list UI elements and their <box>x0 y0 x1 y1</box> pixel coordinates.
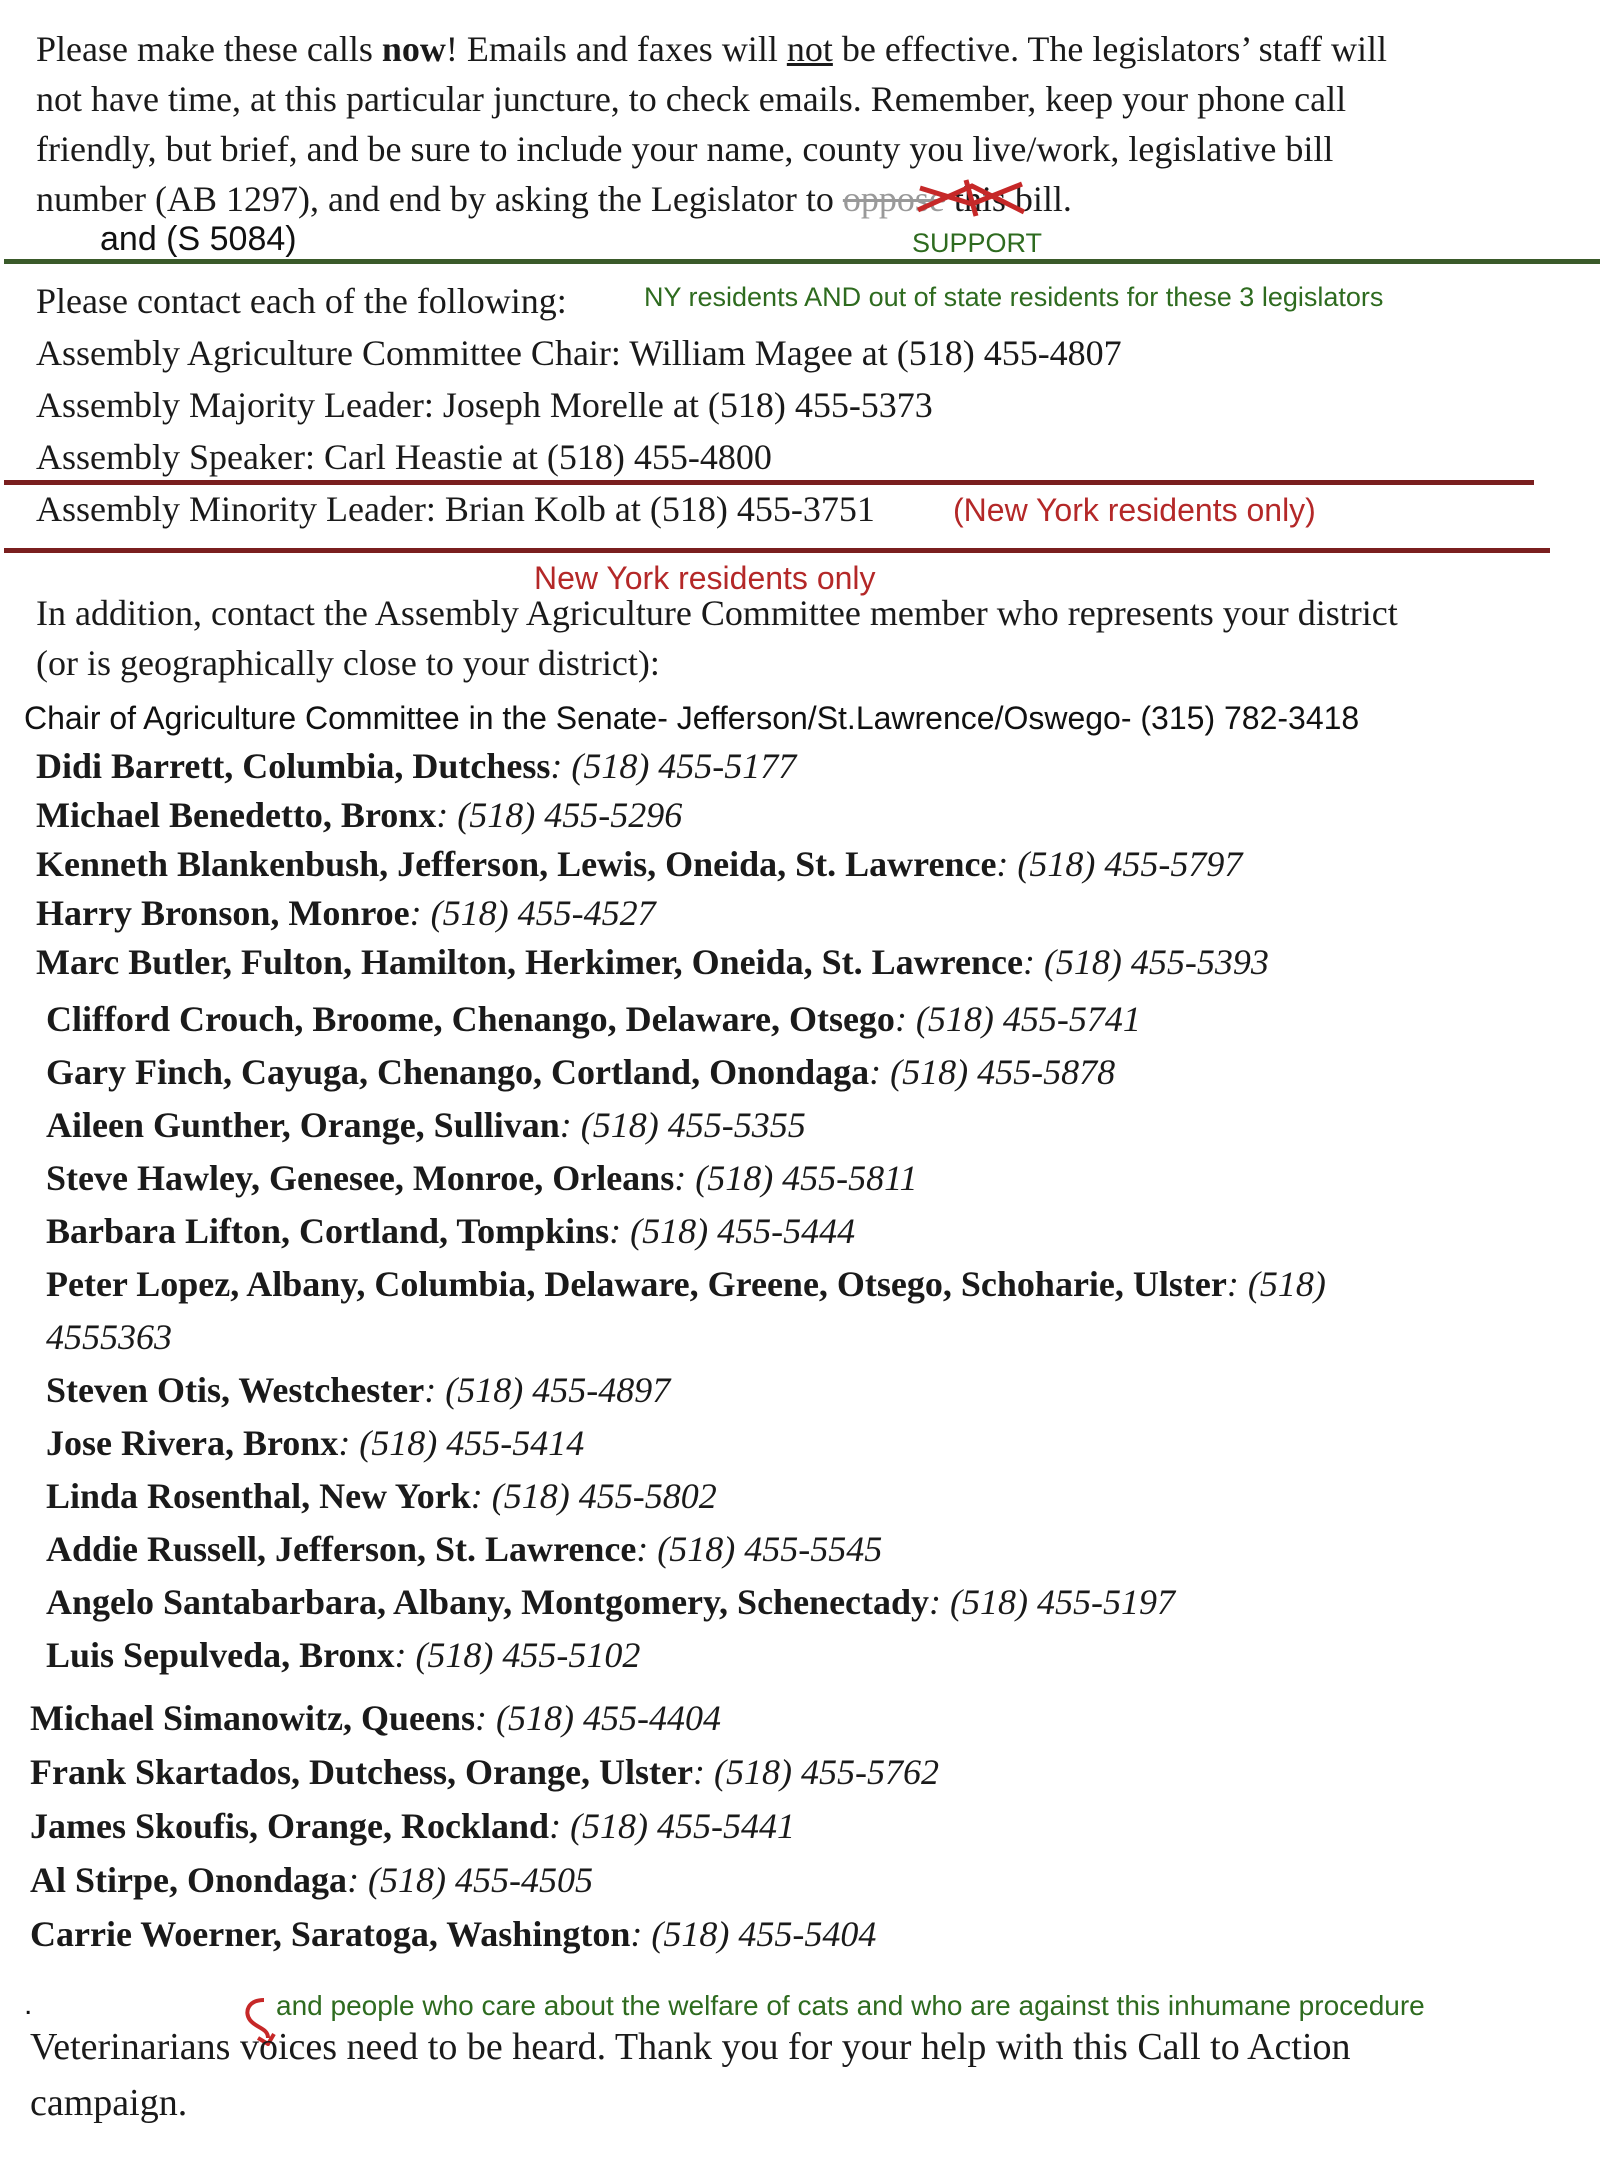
leader-agriculture-chair: Assembly Agriculture Committee Chair: William Magee at (518) 455-4807 <box>36 333 1122 373</box>
minority-note: (New York residents only) <box>953 492 1316 528</box>
member-crouch: Clifford Crouch, Broome, Chenango, Delaware, Otsego: (518) 455-5741 <box>46 999 1141 1039</box>
intro-line-3: friendly, but brief, and be sure to include your name, county you live/work, legislative bill <box>36 129 1334 169</box>
district-line-1: In addition, contact the Assembly Agriculture Committee member who represents your district <box>36 593 1398 633</box>
member-benedetto: Michael Benedetto, Bronx: (518) 455-5296 <box>36 795 683 835</box>
member-bronson: Harry Bronson, Monroe: (518) 455-4527 <box>36 893 656 933</box>
closing-line-2: campaign. <box>30 2082 188 2124</box>
member-russell: Addie Russell, Jefferson, St. Lawrence: (518) 455-5545 <box>46 1529 883 1569</box>
member-woerner: Carrie Woerner, Saratoga, Washington: (518) 455-5404 <box>30 1914 877 1954</box>
member-stirpe: Al Stirpe, Onondaga: (518) 455-4505 <box>30 1860 594 1900</box>
member-lopez: Peter Lopez, Albany, Columbia, Delaware, Greene, Otsego, Schoharie, Ulster: (518) <box>46 1264 1326 1304</box>
member-otis: Steven Otis, Westchester: (518) 455-4897 <box>46 1370 671 1410</box>
out-of-state-note: NY residents AND out of state residents for these 3 legislators <box>644 282 1384 312</box>
member-blankenbush: Kenneth Blankenbush, Jefferson, Lewis, Oneida, St. Lawrence: (518) 455-5797 <box>36 844 1243 884</box>
member-finch: Gary Finch, Cayuga, Chenango, Cortland, Onondaga: (518) 455-5878 <box>46 1052 1116 1092</box>
added-bill-number: and (S 5084) <box>100 220 297 258</box>
member-hawley: Steve Hawley, Genesee, Monroe, Orleans: (518) 455-5811 <box>46 1158 918 1198</box>
inserted-cats-note: and people who care about the welfare of cats and who are against this inhumane procedure <box>276 1990 1425 2021</box>
leader-majority: Assembly Majority Leader: Joseph Morelle at (518) 455-5373 <box>36 385 933 425</box>
bullet-dot: . <box>24 1988 33 2021</box>
support-note: SUPPORT <box>912 228 1043 258</box>
member-santabarbara: Angelo Santabarbara, Albany, Montgomery, Schenectady: (518) 455-5197 <box>46 1582 1175 1622</box>
member-rivera: Jose Rivera, Bronx: (518) 455-5414 <box>46 1423 585 1463</box>
cross-out-mark-icon <box>912 176 1030 218</box>
member-lopez-phone-continued: 4555363 <box>46 1317 172 1357</box>
member-sepulveda: Luis Sepulveda, Bronx: (518) 455-5102 <box>46 1635 641 1675</box>
senate-chair-line: Chair of Agriculture Committee in the Senate- Jefferson/St.Lawrence/Oswego- (315) 782-3418 <box>24 700 1360 736</box>
struck-word-oppose: oppose <box>842 179 945 219</box>
leader-speaker: Assembly Speaker: Carl Heastie at (518) 455-4800 <box>36 437 772 477</box>
now-emphasis: now <box>381 29 446 69</box>
district-line-2: (or is geographically close to your district): <box>36 643 660 683</box>
not-emphasis: not <box>786 29 833 69</box>
member-barrett: Didi Barrett, Columbia, Dutchess: (518) 455-5177 <box>36 746 797 786</box>
intro-line-2: not have time, at this particular juncture, to check emails. Remember, keep your phone call <box>36 79 1347 119</box>
closing-line-1: Veterinarians voices need to be heard. Thank you for your help with this Call to Action <box>30 2026 1351 2068</box>
ny-only-note: New York residents only <box>534 560 876 596</box>
intro-line-1: Please make these calls now! Emails and faxes will not be effective. The legislators’ staff will <box>36 29 1387 69</box>
intro-line-4: number (AB 1297), and end by asking the Legislator to oppose this bill. <box>36 179 1072 219</box>
maroon-divider-top <box>4 480 1534 485</box>
leader-minority: Assembly Minority Leader: Brian Kolb at (518) 455-3751 <box>36 489 875 529</box>
member-skoufis: James Skoufis, Orange, Rockland: (518) 455-5441 <box>30 1806 796 1846</box>
green-divider <box>4 259 1600 264</box>
contact-heading: Please contact each of the following: <box>36 281 567 321</box>
maroon-divider-bottom <box>4 548 1550 553</box>
member-butler: Marc Butler, Fulton, Hamilton, Herkimer, Oneida, St. Lawrence: (518) 455-5393 <box>36 942 1269 982</box>
member-skartados: Frank Skartados, Dutchess, Orange, Ulster: (518) 455-5762 <box>30 1752 939 1792</box>
member-rosenthal: Linda Rosenthal, New York: (518) 455-5802 <box>46 1476 717 1516</box>
intro-paragraph <box>36 24 1576 224</box>
member-simanowitz: Michael Simanowitz, Queens: (518) 455-4404 <box>30 1698 721 1738</box>
member-gunther: Aileen Gunther, Orange, Sullivan: (518) 455-5355 <box>46 1105 806 1145</box>
member-lifton: Barbara Lifton, Cortland, Tompkins: (518) 455-5444 <box>46 1211 856 1251</box>
